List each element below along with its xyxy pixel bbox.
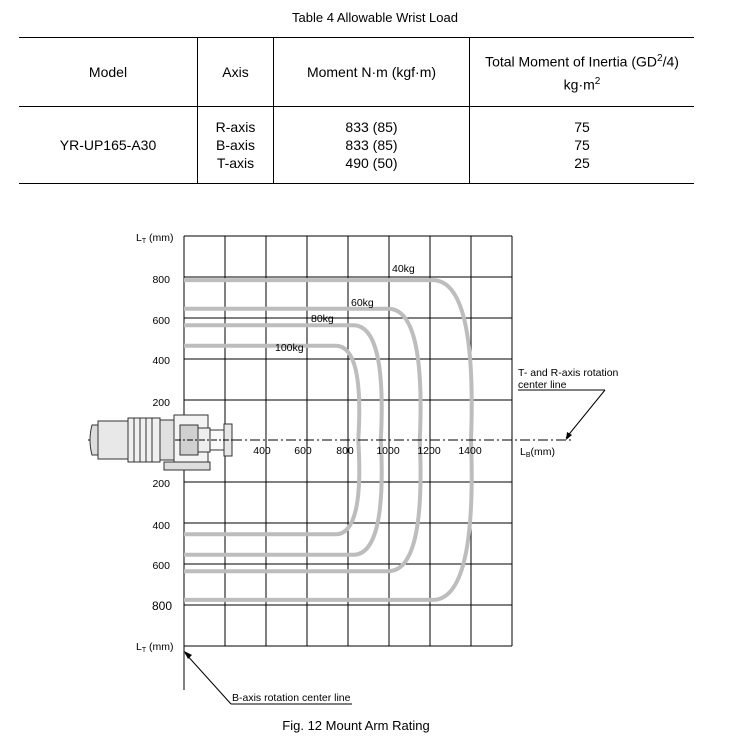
y-tick-label: 600 [152, 315, 170, 327]
x-tick-label: 800 [336, 445, 354, 457]
moment-value: 833 (85) [345, 137, 398, 153]
y-axis-label-top: LT (mm) [136, 232, 174, 245]
load-label-80kg: 80kg [311, 313, 334, 325]
y-tick-label: 200 [152, 478, 170, 490]
inertia-value: 25 [574, 155, 590, 171]
model-cell: YR-UP165-A30 [19, 107, 198, 184]
rotation-line-label: center line [518, 379, 567, 391]
y-axis-label-bottom: LT (mm) [136, 641, 174, 654]
axis-value: R-axis [215, 119, 256, 135]
moment-value: 490 (50) [345, 155, 398, 171]
y-tick-label: 800 [152, 274, 170, 286]
y-tick-label: 200 [152, 397, 170, 409]
load-label-40kg: 40kg [392, 263, 415, 275]
header-inertia-sup: 2 [657, 53, 663, 65]
header-inertia-post: /4) [662, 54, 679, 70]
y-tick-label: 400 [152, 520, 170, 532]
b-axis-leader [185, 653, 231, 704]
inertia-value: 75 [574, 119, 590, 135]
x-tick-label: 1000 [376, 445, 400, 457]
header-moment: Moment N·m (kgf·m) [274, 38, 470, 107]
rotation-line-label: T- and R-axis rotation [518, 367, 619, 379]
x-tick-label: 1400 [458, 445, 482, 457]
robot-arm-icon [90, 415, 232, 470]
table-title: Table 4 Allowable Wrist Load [292, 10, 458, 25]
moment-value: 833 (85) [345, 119, 398, 135]
axis-value: B-axis [216, 137, 255, 153]
b-axis-rotation-label: B-axis rotation center line [232, 692, 351, 704]
chart-grid [184, 236, 512, 690]
x-tick-label: 600 [294, 445, 312, 457]
y-tick-label: 600 [152, 560, 170, 572]
header-inertia-unit: kg·m [563, 76, 595, 93]
header-inertia-unit-sup: 2 [594, 76, 601, 87]
inertia-value: 75 [574, 137, 590, 153]
figure-caption: Fig. 12 Mount Arm Rating [282, 718, 430, 733]
x-tick-label: 400 [253, 445, 271, 457]
y-tick-label: 400 [152, 355, 170, 367]
header-inertia-text: Total Moment of Inertia (GD [485, 54, 658, 70]
x-axis-label: LB(mm) [520, 446, 556, 459]
load-label-100kg: 100kg [275, 342, 304, 354]
axis-value: T-axis [216, 155, 255, 171]
rotation-line-leader [566, 390, 605, 438]
b-axis-arrow-icon [184, 651, 192, 659]
rotation-line-arrow-icon [566, 432, 572, 440]
header-model: Model [19, 38, 198, 107]
y-tick-label: 800 [151, 599, 172, 613]
load-label-60kg: 60kg [351, 297, 374, 309]
x-tick-label: 1200 [417, 445, 441, 457]
header-axis: Axis [198, 38, 274, 107]
